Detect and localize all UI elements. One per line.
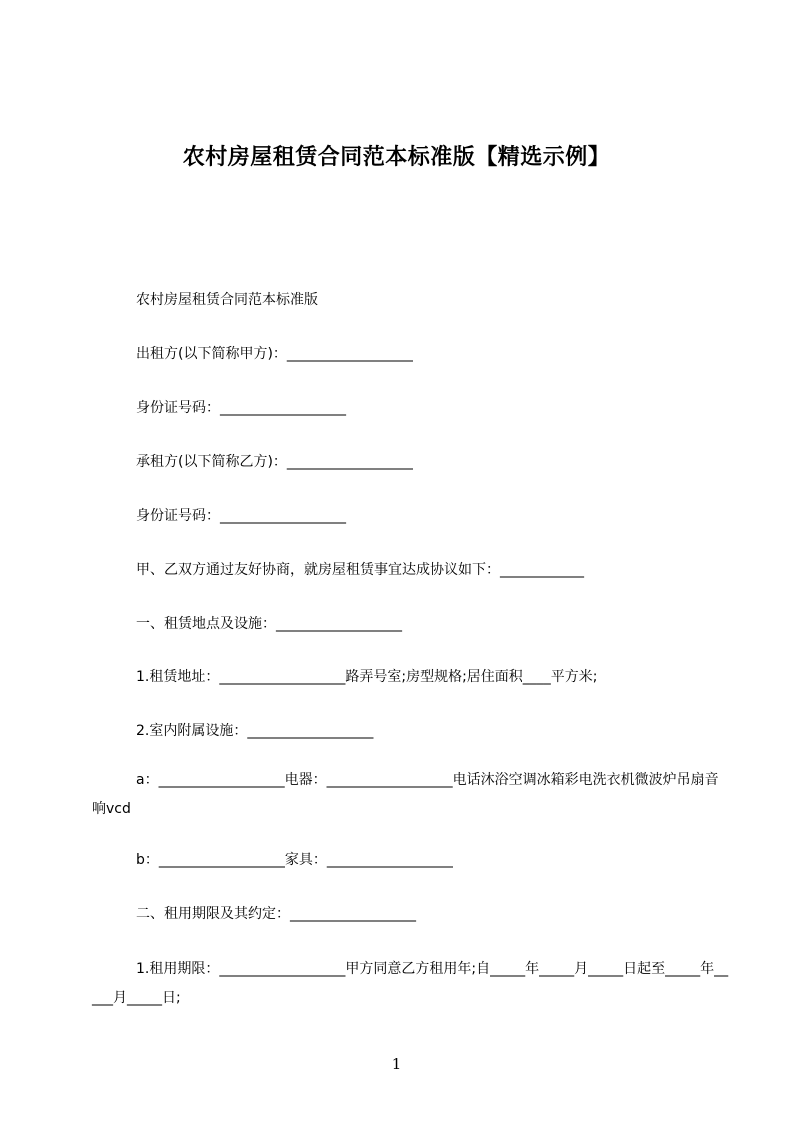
section-1-heading: 一、租赁地点及设施：__________________ <box>136 616 402 632</box>
contract-subtitle: 农村房屋租赁合同范本标准版 <box>136 292 318 308</box>
lessee-id-field: 身份证号码：__________________ <box>136 508 346 524</box>
lessor-field: 出租方(以下简称甲方)：__________________ <box>136 346 413 362</box>
rental-term-clause: 1.租用期限：__________________甲方同意乙方租用年;自_____年_____月_____日起至_____年_____月_____日; <box>92 961 729 1006</box>
agreement-intro: 甲、乙双方通过友好协商，就房屋租赁事宜达成协议如下：____________ <box>136 562 584 578</box>
lessor-id-field: 身份证号码：__________________ <box>136 400 346 416</box>
document-title: 农村房屋租赁合同范本标准版【精选示例】 <box>182 145 611 170</box>
furniture-clause: b：__________________家具：__________________ <box>136 852 453 868</box>
rental-address-clause: 1.租赁地址：__________________路弄号室;房型规格;居住面积____平方米; <box>136 669 598 685</box>
lessee-field: 承租方(以下简称乙方)：__________________ <box>136 454 413 470</box>
page-number: 1 <box>391 1055 402 1073</box>
section-2-heading: 二、租用期限及其约定：__________________ <box>136 906 416 922</box>
facilities-clause: 2.室内附属设施：__________________ <box>136 723 374 739</box>
appliances-clause: a：__________________电器：__________________电话沐浴空调冰箱彩电洗衣机微波炉吊扇音响vcd <box>92 772 719 817</box>
